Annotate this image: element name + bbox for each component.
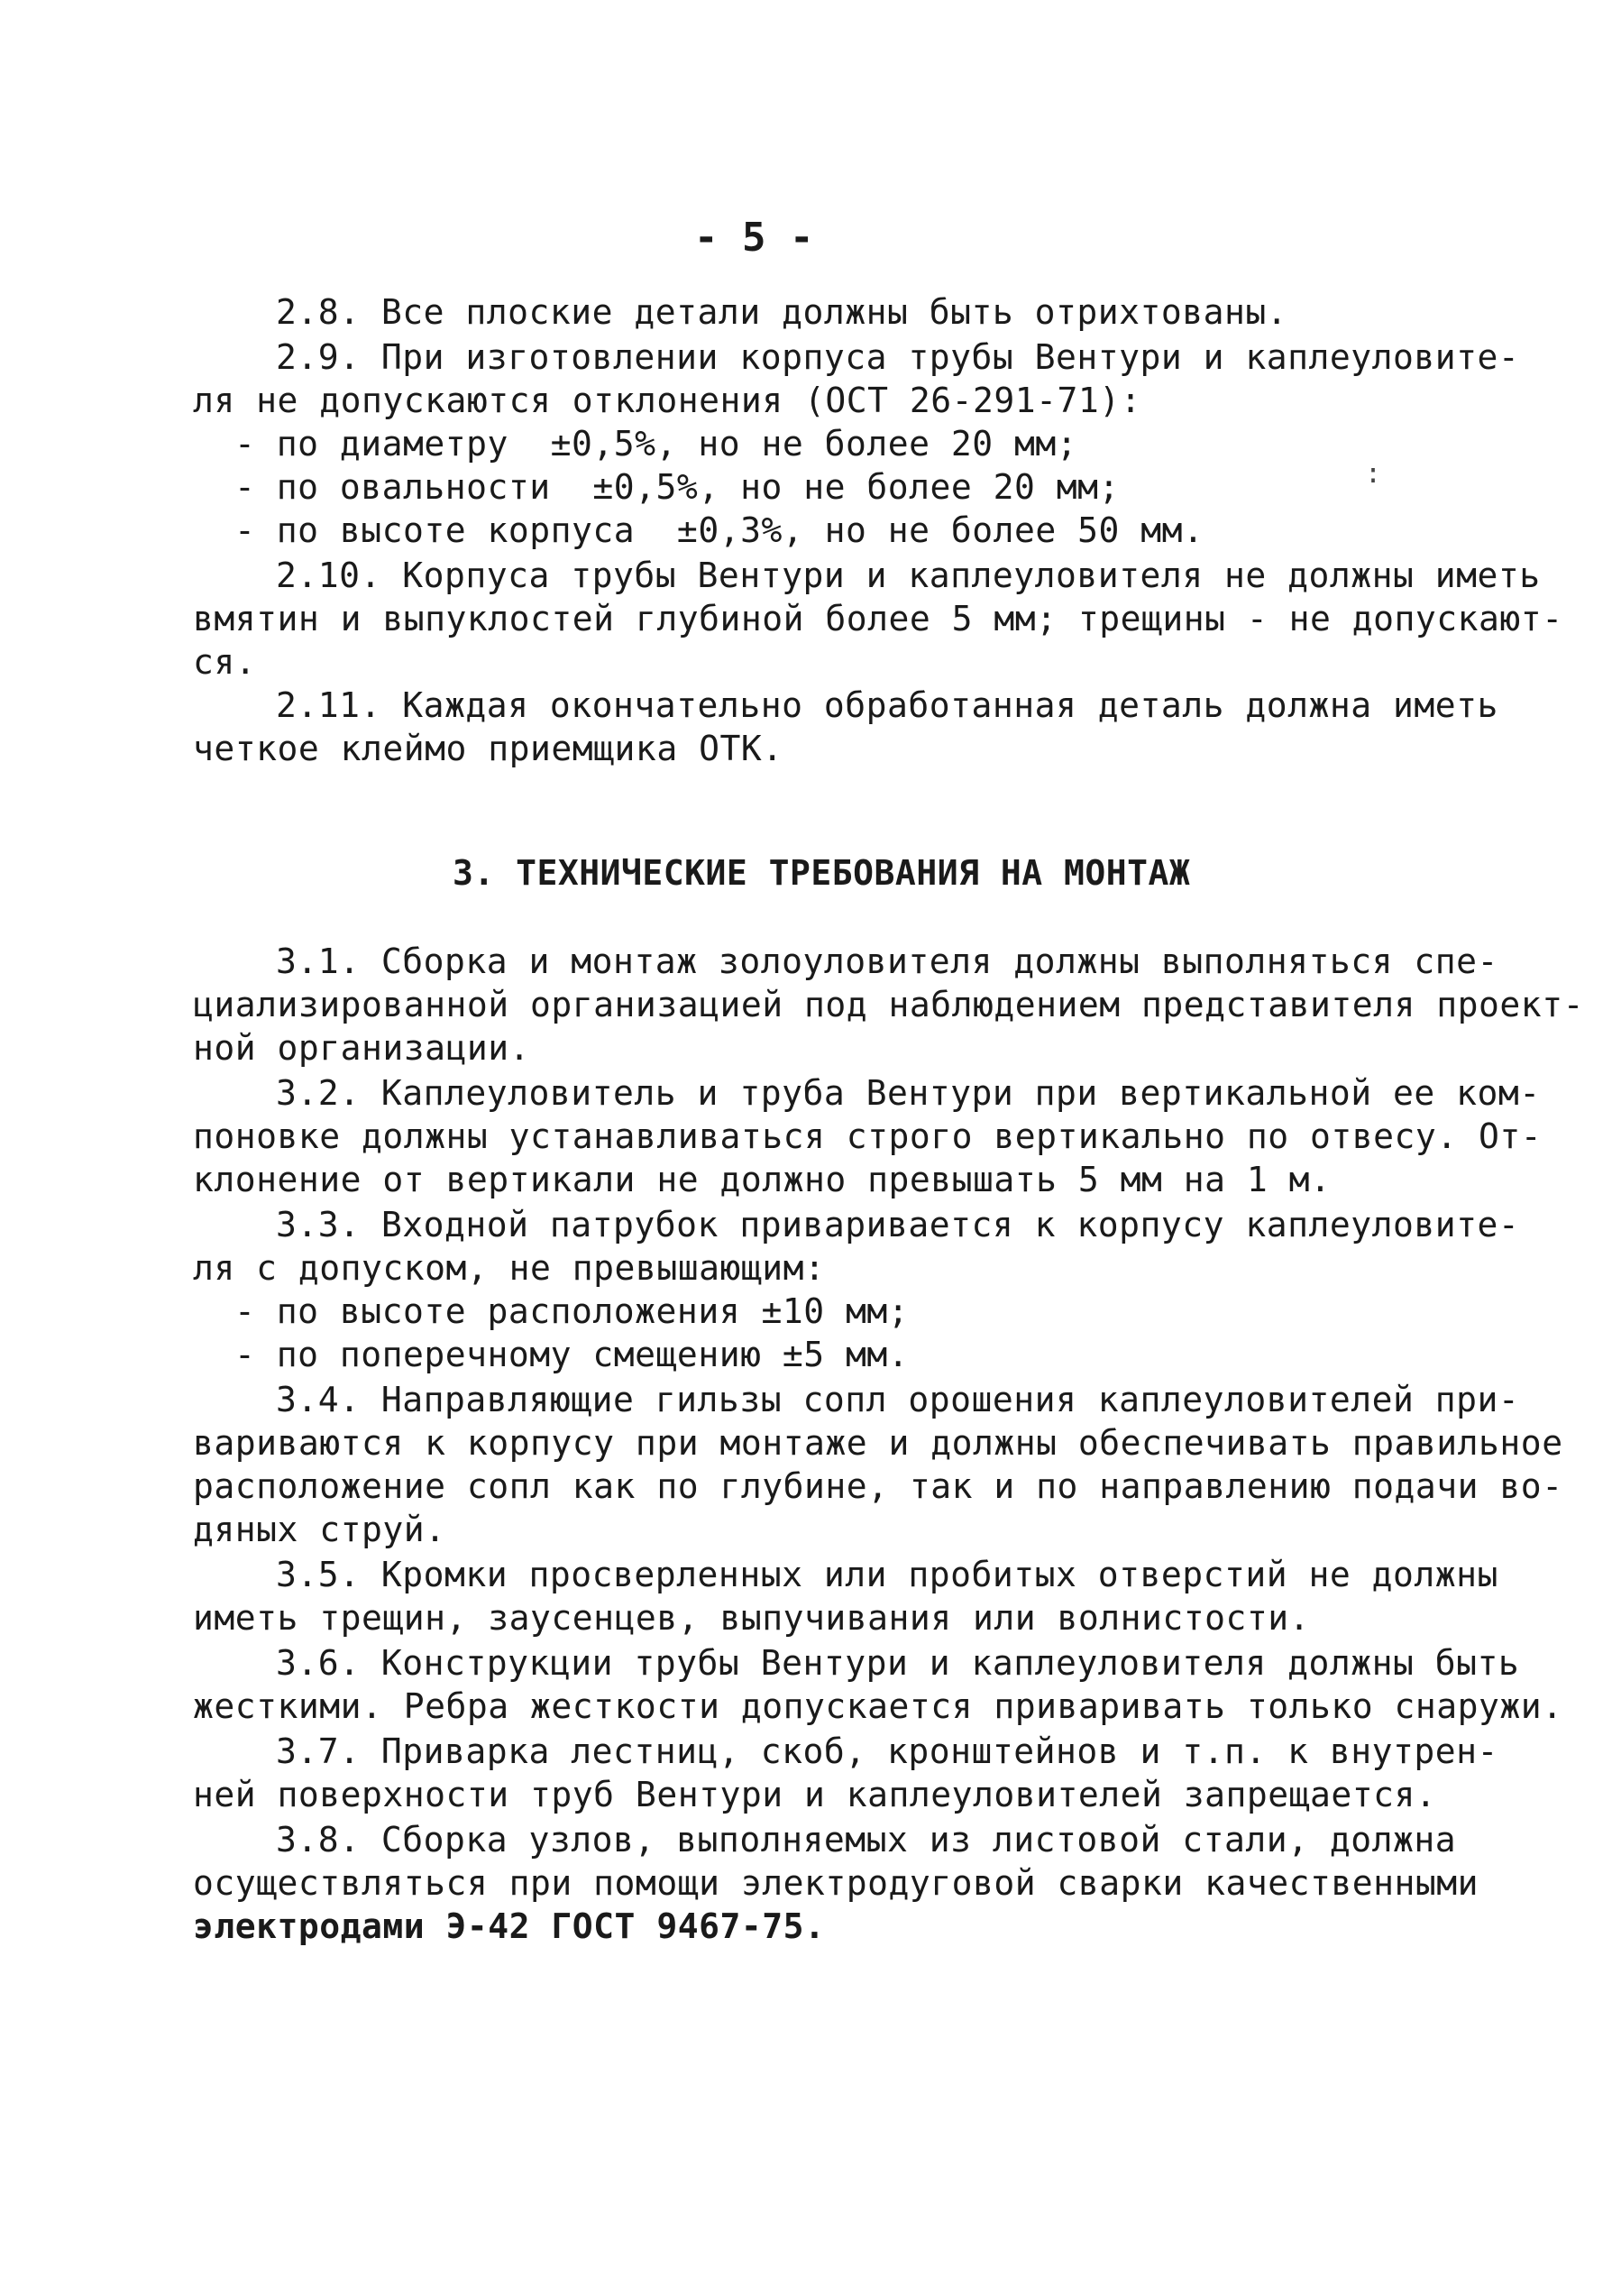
text-line: вмятин и выпуклостей глубиной более 5 мм; трещины - не допускают-: [193, 599, 1563, 638]
text-line: - по диаметру ±0,5%, но не более 20 мм;: [234, 424, 1078, 464]
text-line: ля с допуском, не превышающим:: [193, 1248, 826, 1288]
text-line: жесткими. Ребра жесткости допускается приваривать только снаружи.: [193, 1686, 1563, 1726]
text-line: 3.3. Входной патрубок приваривается к корпусу каплеуловите-: [276, 1205, 1520, 1244]
text-line: клонение от вертикали не должно превышать 5 мм на 1 м.: [193, 1160, 1332, 1199]
text-line: вариваются к корпусу при монтаже и должны обеспечивать правильное: [193, 1423, 1563, 1463]
text-line: 3.7. Приварка лестниц, скоб, кронштейнов и т.п. к внутрен-: [276, 1731, 1498, 1771]
text-line: ной организации.: [193, 1028, 531, 1068]
text-line: дяных струй.: [193, 1510, 446, 1549]
page-number: - 5 -: [694, 215, 814, 261]
text-line: четкое клеймо приемщика ОТК.: [193, 729, 783, 768]
text-line: 3.5. Кромки просверленных или пробитых отверстий не должны: [276, 1555, 1498, 1594]
text-line: осуществляться при помощи электродуговой сварки качественными: [193, 1863, 1479, 1903]
text-line: электродами Э-42 ГОСТ 9467-75.: [193, 1906, 826, 1946]
text-line: 2.8. Все плоские детали должны быть отрихтованы.: [276, 292, 1288, 332]
text-line: - по высоте корпуса ±0,3%, но не более 50 мм.: [234, 510, 1204, 550]
text-line: - по поперечному смещению ±5 мм.: [234, 1335, 910, 1374]
text-line: 3.4. Направляющие гильзы сопл орошения каплеуловителей при-: [276, 1380, 1520, 1419]
text-line: циализированной организацией под наблюдением представителя проект-: [193, 985, 1584, 1024]
text-line: поновке должны устанавливаться строго вертикально по отвесу. От-: [193, 1116, 1543, 1156]
text-line: 3.2. Каплеуловитель и труба Вентури при вертикальной ее ком-: [276, 1073, 1541, 1113]
text-line: 2.11. Каждая окончательно обработанная деталь должна иметь: [276, 685, 1498, 725]
text-line: - по овальности ±0,5%, но не более 20 мм;: [234, 467, 1120, 507]
text-line: - по высоте расположения ±10 мм;: [234, 1291, 910, 1331]
text-line: ся.: [193, 642, 257, 682]
text-line: 3.6. Конструкции трубы Вентури и каплеуловителя должны быть: [276, 1643, 1520, 1683]
text-line: иметь трещин, заусенцев, выпучивания или волнистости.: [193, 1598, 1311, 1638]
text-line: ля не допускаются отклонения (ОСТ 26-291-71):: [193, 381, 1142, 420]
margin-mark: :: [1365, 458, 1382, 490]
text-line: расположение сопл как по глубине, так и по направлению подачи во-: [193, 1466, 1563, 1506]
text-line: 2.9. При изготовлении корпуса трубы Вентури и каплеуловите-: [276, 337, 1520, 377]
text-line: 3.1. Сборка и монтаж золоуловителя должны выполняться спе-: [276, 941, 1498, 981]
text-line: 3.8. Сборка узлов, выполняемых из листовой стали, должна: [276, 1820, 1457, 1860]
text-line: ней поверхности труб Вентури и каплеуловителей запрещается.: [193, 1775, 1437, 1814]
text-line: 2.10. Корпуса трубы Вентури и каплеуловителя не должны иметь: [276, 556, 1541, 595]
section-heading: 3. ТЕХНИЧЕСКИЕ ТРЕБОВАНИЯ НА МОНТАЖ: [453, 853, 1191, 893]
